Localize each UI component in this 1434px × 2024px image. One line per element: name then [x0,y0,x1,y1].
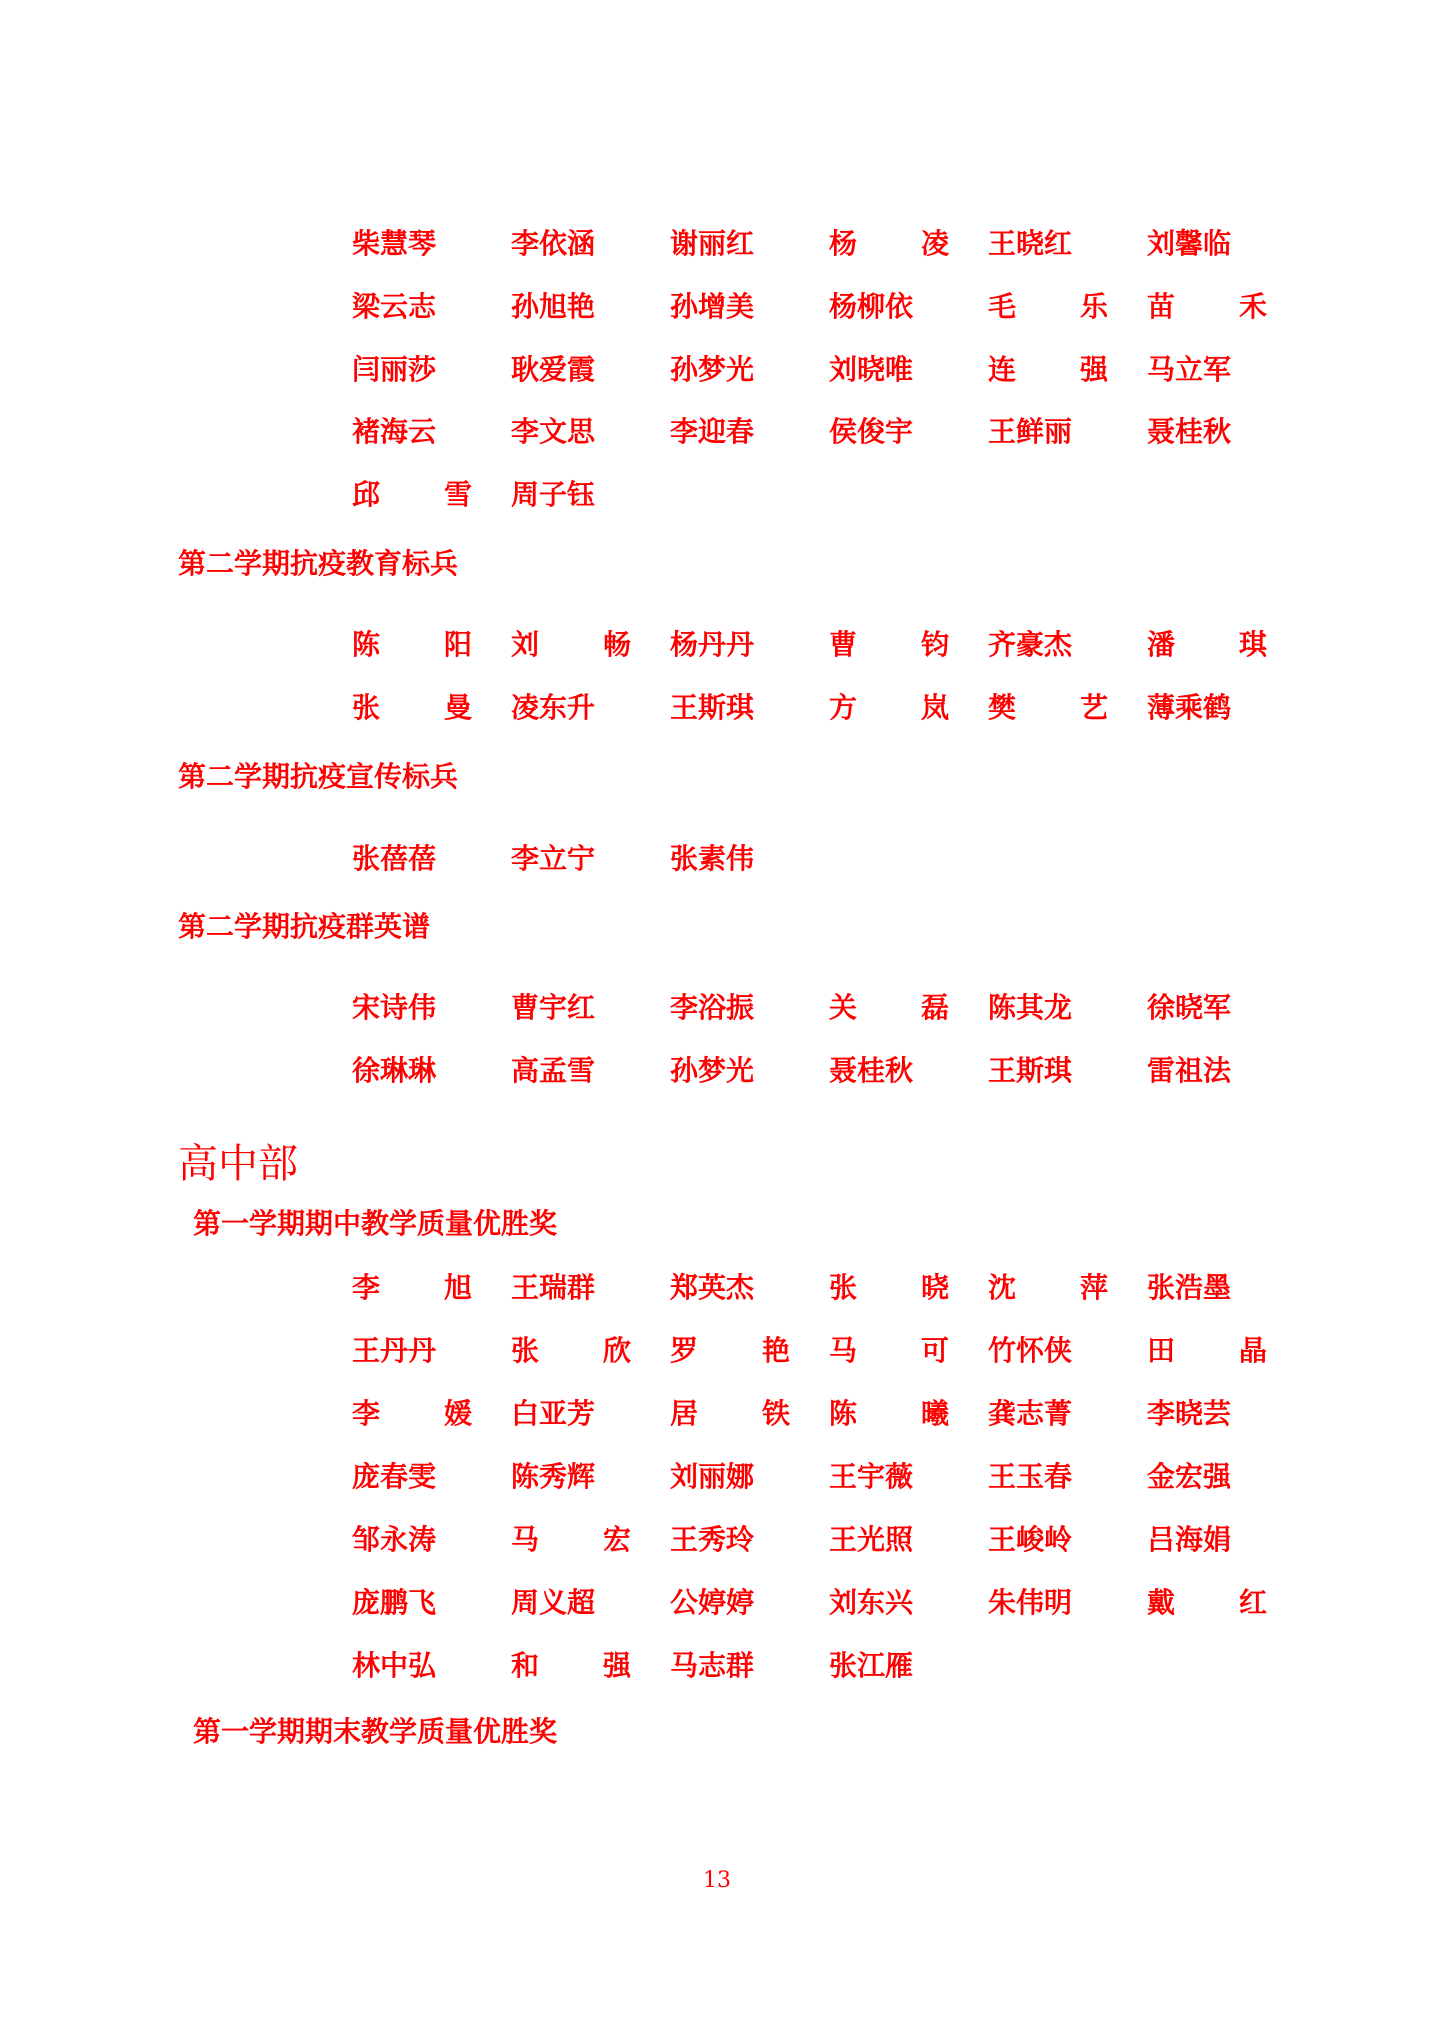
name-char: 樊 [988,691,1017,724]
person-name: 马立军 [1147,353,1232,386]
name-row [0,1646,1434,1686]
person-name [670,1331,790,1371]
person-name: 徐晓军 [1147,991,1232,1024]
person-name: 王秀玲 [670,1523,755,1556]
name-char: 可 [920,1334,949,1367]
person-name: 齐豪杰 [988,628,1073,661]
person-name: 庞鹏飞 [352,1586,437,1619]
person-name: 薄乘鹤 [1147,691,1232,724]
person-name: 王瑞群 [511,1271,596,1304]
name-char: 毛 [988,290,1017,323]
name-row [0,988,1434,1028]
person-name: 白亚芳 [511,1397,596,1430]
person-name: 陈其龙 [988,991,1073,1024]
name-char: 钧 [920,628,949,661]
name-char: 晶 [1238,1334,1267,1367]
person-name [511,1646,631,1686]
name-char: 萍 [1079,1271,1108,1304]
person-name [511,1331,631,1371]
person-name: 李迎春 [670,415,755,448]
person-name: 聂桂秋 [829,1054,914,1087]
name-char: 陈 [352,628,381,661]
person-name [1147,1583,1267,1623]
name-char: 铁 [761,1397,790,1430]
person-name [511,625,631,665]
name-row [0,224,1434,264]
person-name [511,1520,631,1560]
name-char: 陈 [829,1397,858,1430]
name-char: 连 [988,353,1017,386]
name-row [0,475,1434,515]
name-row [0,287,1434,327]
name-char: 张 [511,1334,540,1367]
name-char: 张 [829,1271,858,1304]
name-row [0,1394,1434,1434]
name-row [0,350,1434,390]
section-heading-final-award: 第一学期期末教学质量优胜奖 [193,1715,558,1748]
name-char: 李 [352,1397,381,1430]
person-name: 聂桂秋 [1147,415,1232,448]
name-char: 雪 [443,478,472,511]
person-name [988,1268,1108,1308]
person-name [829,224,949,264]
name-row [0,625,1434,665]
name-char: 欣 [602,1334,631,1367]
name-char: 禾 [1238,290,1267,323]
person-name: 王斯琪 [988,1054,1073,1087]
person-name: 李浴振 [670,991,755,1024]
person-name: 刘馨临 [1147,227,1232,260]
person-name: 邹永涛 [352,1523,437,1556]
person-name: 王峻岭 [988,1523,1073,1556]
person-name: 王晓红 [988,227,1073,260]
person-name: 宋诗伟 [352,991,437,1024]
person-name [1147,625,1267,665]
person-name: 王宇薇 [829,1460,914,1493]
person-name [988,350,1108,390]
person-name: 朱伟明 [988,1586,1073,1619]
person-name [829,1331,949,1371]
section-heading-midterm-award: 第一学期期中教学质量优胜奖 [193,1207,558,1240]
name-char: 强 [602,1649,631,1682]
person-name: 龚志菁 [988,1397,1073,1430]
name-char: 杨 [829,227,858,260]
person-name: 王光照 [829,1523,914,1556]
name-char: 关 [829,991,858,1024]
person-name: 王斯琪 [670,691,755,724]
person-name: 曹宇红 [511,991,596,1024]
name-char: 曦 [920,1397,949,1430]
person-name [988,287,1108,327]
name-char: 潘 [1147,628,1176,661]
person-name: 张江雁 [829,1649,914,1682]
name-char: 宏 [602,1523,631,1556]
person-name [352,625,472,665]
name-char: 刘 [511,628,540,661]
person-name [670,1394,790,1434]
person-name: 王鲜丽 [988,415,1073,448]
name-char: 沈 [988,1271,1017,1304]
name-char: 苗 [1147,290,1176,323]
name-char: 强 [1079,353,1108,386]
department-title: 高中部 [178,1141,298,1187]
person-name [829,1268,949,1308]
person-name: 徐琳琳 [352,1054,437,1087]
person-name [829,1394,949,1434]
name-char: 居 [670,1397,699,1430]
name-char: 畅 [602,628,631,661]
name-char: 邱 [352,478,381,511]
person-name: 高孟雪 [511,1054,596,1087]
person-name: 梁云志 [352,290,437,323]
person-name: 竹怀侠 [988,1334,1073,1367]
person-name: 王玉春 [988,1460,1073,1493]
person-name: 郑英杰 [670,1271,755,1304]
person-name: 李文思 [511,415,596,448]
name-char: 红 [1238,1586,1267,1619]
person-name: 林中弘 [352,1649,437,1682]
section-heading-epidemic-heroes: 第二学期抗疫群英谱 [178,910,431,943]
name-char: 马 [511,1523,540,1556]
name-char: 阳 [443,628,472,661]
name-char: 媛 [443,1397,472,1430]
person-name [352,1394,472,1434]
person-name: 马志群 [670,1649,755,1682]
person-name [829,688,949,728]
person-name: 张蓓蓓 [352,842,437,875]
name-char: 方 [829,691,858,724]
person-name: 公婷婷 [670,1586,755,1619]
name-char: 田 [1147,1334,1176,1367]
name-char: 乐 [1079,290,1108,323]
person-name: 杨柳依 [829,290,914,323]
name-char: 张 [352,691,381,724]
person-name: 孙旭艳 [511,290,596,323]
person-name: 张素伟 [670,842,755,875]
person-name: 周义超 [511,1586,596,1619]
person-name: 杨丹丹 [670,628,755,661]
name-char: 曹 [829,628,858,661]
person-name: 吕海娟 [1147,1523,1232,1556]
person-name [352,688,472,728]
name-char: 罗 [670,1334,699,1367]
person-name: 王丹丹 [352,1334,437,1367]
person-name: 庞春雯 [352,1460,437,1493]
person-name: 耿爱霞 [511,353,596,386]
person-name [1147,1331,1267,1371]
person-name: 谢丽红 [670,227,755,260]
person-name: 刘东兴 [829,1586,914,1619]
name-row [0,688,1434,728]
person-name: 刘晓唯 [829,353,914,386]
name-row [0,1457,1434,1497]
person-name: 凌东升 [511,691,596,724]
person-name: 周子钰 [511,478,596,511]
name-row [0,1268,1434,1308]
name-char: 岚 [920,691,949,724]
name-char: 晓 [920,1271,949,1304]
name-char: 磊 [920,991,949,1024]
person-name: 闫丽莎 [352,353,437,386]
person-name: 李晓芸 [1147,1397,1232,1430]
name-char: 曼 [443,691,472,724]
person-name: 孙增美 [670,290,755,323]
name-row [0,1051,1434,1091]
person-name: 李立宁 [511,842,596,875]
name-row [0,412,1434,452]
name-char: 旭 [443,1271,472,1304]
name-char: 艺 [1079,691,1108,724]
person-name: 侯俊宇 [829,415,914,448]
name-row [0,839,1434,879]
section-heading-epidemic-publicity: 第二学期抗疫宣传标兵 [178,760,459,793]
person-name [352,1268,472,1308]
person-name: 柴慧琴 [352,227,437,260]
name-char: 李 [352,1271,381,1304]
name-char: 和 [511,1649,540,1682]
name-char: 琪 [1238,628,1267,661]
person-name: 孙梦光 [670,353,755,386]
name-row [0,1331,1434,1371]
person-name [988,688,1108,728]
person-name: 孙梦光 [670,1054,755,1087]
person-name: 雷祖法 [1147,1054,1232,1087]
name-char: 马 [829,1334,858,1367]
name-char: 凌 [920,227,949,260]
person-name: 金宏强 [1147,1460,1232,1493]
person-name: 张浩墨 [1147,1271,1232,1304]
person-name [352,475,472,515]
name-char: 戴 [1147,1586,1176,1619]
name-row [0,1583,1434,1623]
person-name: 刘丽娜 [670,1460,755,1493]
person-name [829,988,949,1028]
person-name [1147,287,1267,327]
person-name [829,625,949,665]
page-number: 13 [703,1868,731,1893]
name-char: 艳 [761,1334,790,1367]
name-row [0,1520,1434,1560]
section-heading-epidemic-education: 第二学期抗疫教育标兵 [178,547,459,580]
person-name: 褚海云 [352,415,437,448]
person-name: 陈秀辉 [511,1460,596,1493]
person-name: 李依涵 [511,227,596,260]
